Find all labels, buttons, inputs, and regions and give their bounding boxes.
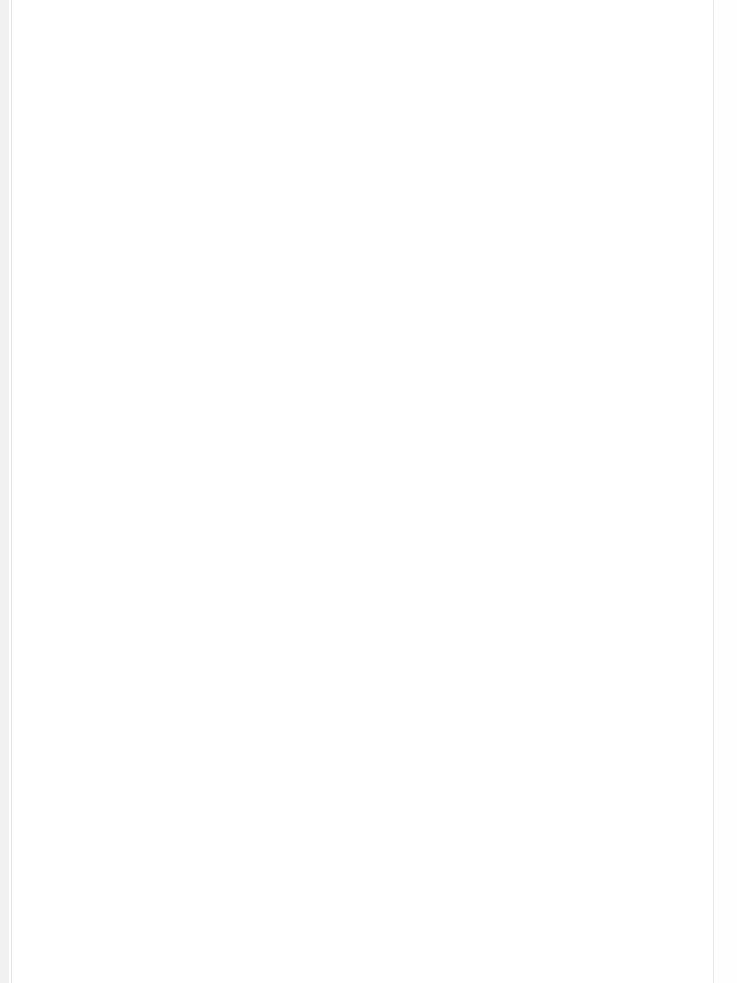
page-right-margin [714, 0, 737, 983]
left-vertical-rule [11, 0, 12, 983]
right-vertical-rule [713, 0, 714, 983]
left-gutter-strip [0, 0, 9, 983]
page-surface [12, 0, 713, 983]
